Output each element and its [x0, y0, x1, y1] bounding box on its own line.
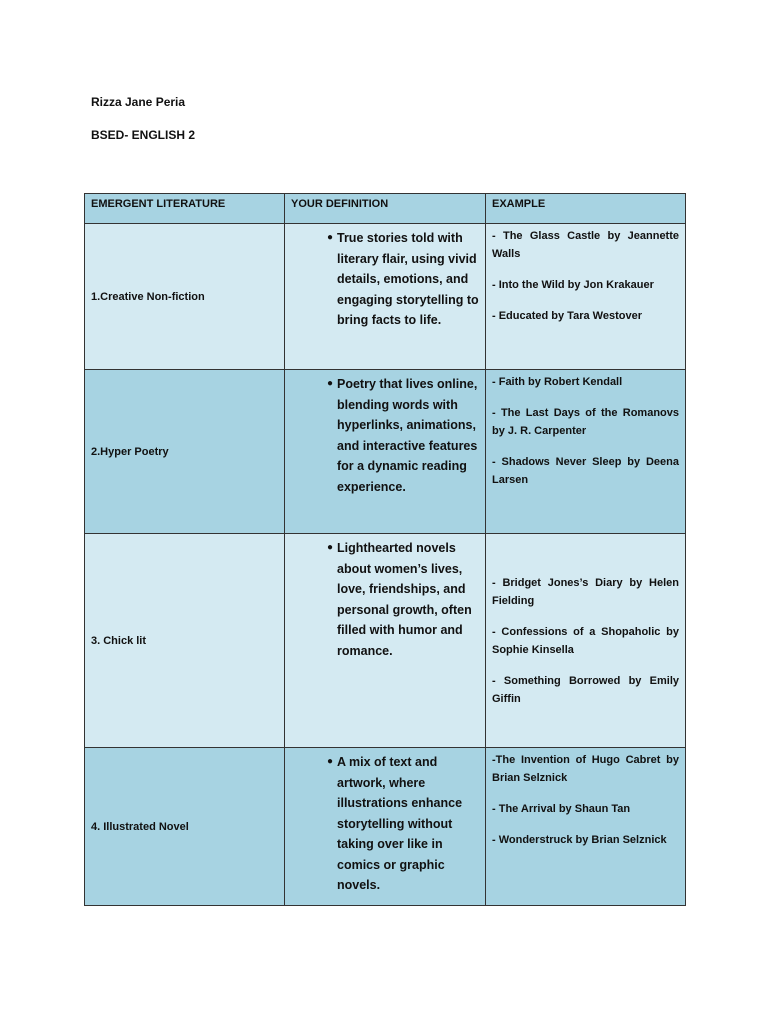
- bullet-icon: [291, 374, 337, 497]
- definition-bullet-item: [291, 538, 479, 661]
- table-header-row: [85, 194, 686, 224]
- example-cell: [486, 534, 686, 748]
- example-item: - Bridget Jones’s Diary by Helen Fielding: [492, 576, 679, 607]
- bullet-icon: [291, 752, 337, 896]
- example-item: - Shadows Never Sleep by Deena Larsen: [492, 456, 679, 486]
- example-item: - Educated by Tara Westover: [492, 310, 642, 322]
- definition-cell: [285, 748, 486, 906]
- example-cell: [486, 748, 686, 906]
- student-name: Rizza Jane Peria: [91, 95, 186, 109]
- table-row: [85, 224, 686, 370]
- definition-text: True stories told with literary flair, using vivid details, emotions, and engaging storytelling to bring facts to life.: [337, 231, 479, 327]
- literature-name: 2.Hyper Poetry: [85, 370, 285, 534]
- course-label: BSED- ENGLISH 2: [91, 128, 196, 142]
- table-row: [85, 534, 686, 748]
- literature-name: 3. Chick lit: [85, 534, 285, 748]
- bullet-icon: [291, 538, 337, 661]
- example-item: - Confessions of a Shopaholic by Sophie Kinsella: [492, 625, 679, 656]
- definition-cell: [285, 224, 486, 370]
- definition-bullet-item: [291, 228, 479, 331]
- example-cell: [486, 224, 686, 370]
- bullet-icon: [291, 228, 337, 331]
- example-item: - Into the Wild by Jon Krakauer: [492, 279, 654, 291]
- example-item: - The Last Days of the Romanovs by J. R. Carpenter: [492, 407, 679, 437]
- example-item: - Something Borrowed by Emily Giffin: [492, 674, 679, 705]
- table-row: [85, 748, 686, 906]
- example-item: - Faith by Robert Kendall: [492, 376, 623, 388]
- emergent-literature-table: [84, 193, 686, 906]
- definition-cell: [285, 534, 486, 748]
- definition-text: Lighthearted novels about women’s lives, love, friendships, and personal growth, often filled with humor and romance.: [337, 541, 472, 658]
- example-item: - The Glass Castle by Jeannette Walls: [492, 230, 679, 260]
- definition-text: A mix of text and artwork, where illustrations enhance storytelling without taking over like in comics or graphic novels.: [337, 755, 463, 892]
- example-item: -The Invention of Hugo Cabret by Brian Selznick: [492, 754, 679, 784]
- column-header-definition: YOUR DEFINITION: [285, 194, 486, 224]
- literature-name: 4. Illustrated Novel: [85, 748, 285, 906]
- example-item: - The Arrival by Shaun Tan: [492, 803, 631, 815]
- definition-bullet-item: [291, 374, 479, 497]
- definition-cell: [285, 370, 486, 534]
- definition-text: Poetry that lives online, blending words with hyperlinks, animations, and interactive features for a dynamic reading experience.: [337, 377, 478, 494]
- column-header-literature: EMERGENT LITERATURE: [85, 194, 285, 224]
- table-row: [85, 370, 686, 534]
- definition-bullet-item: [291, 752, 479, 896]
- example-item: - Wonderstruck by Brian Selznick: [492, 834, 667, 846]
- example-cell: [486, 370, 686, 534]
- column-header-example: EXAMPLE: [486, 194, 686, 224]
- literature-name: 1.Creative Non-fiction: [85, 224, 285, 370]
